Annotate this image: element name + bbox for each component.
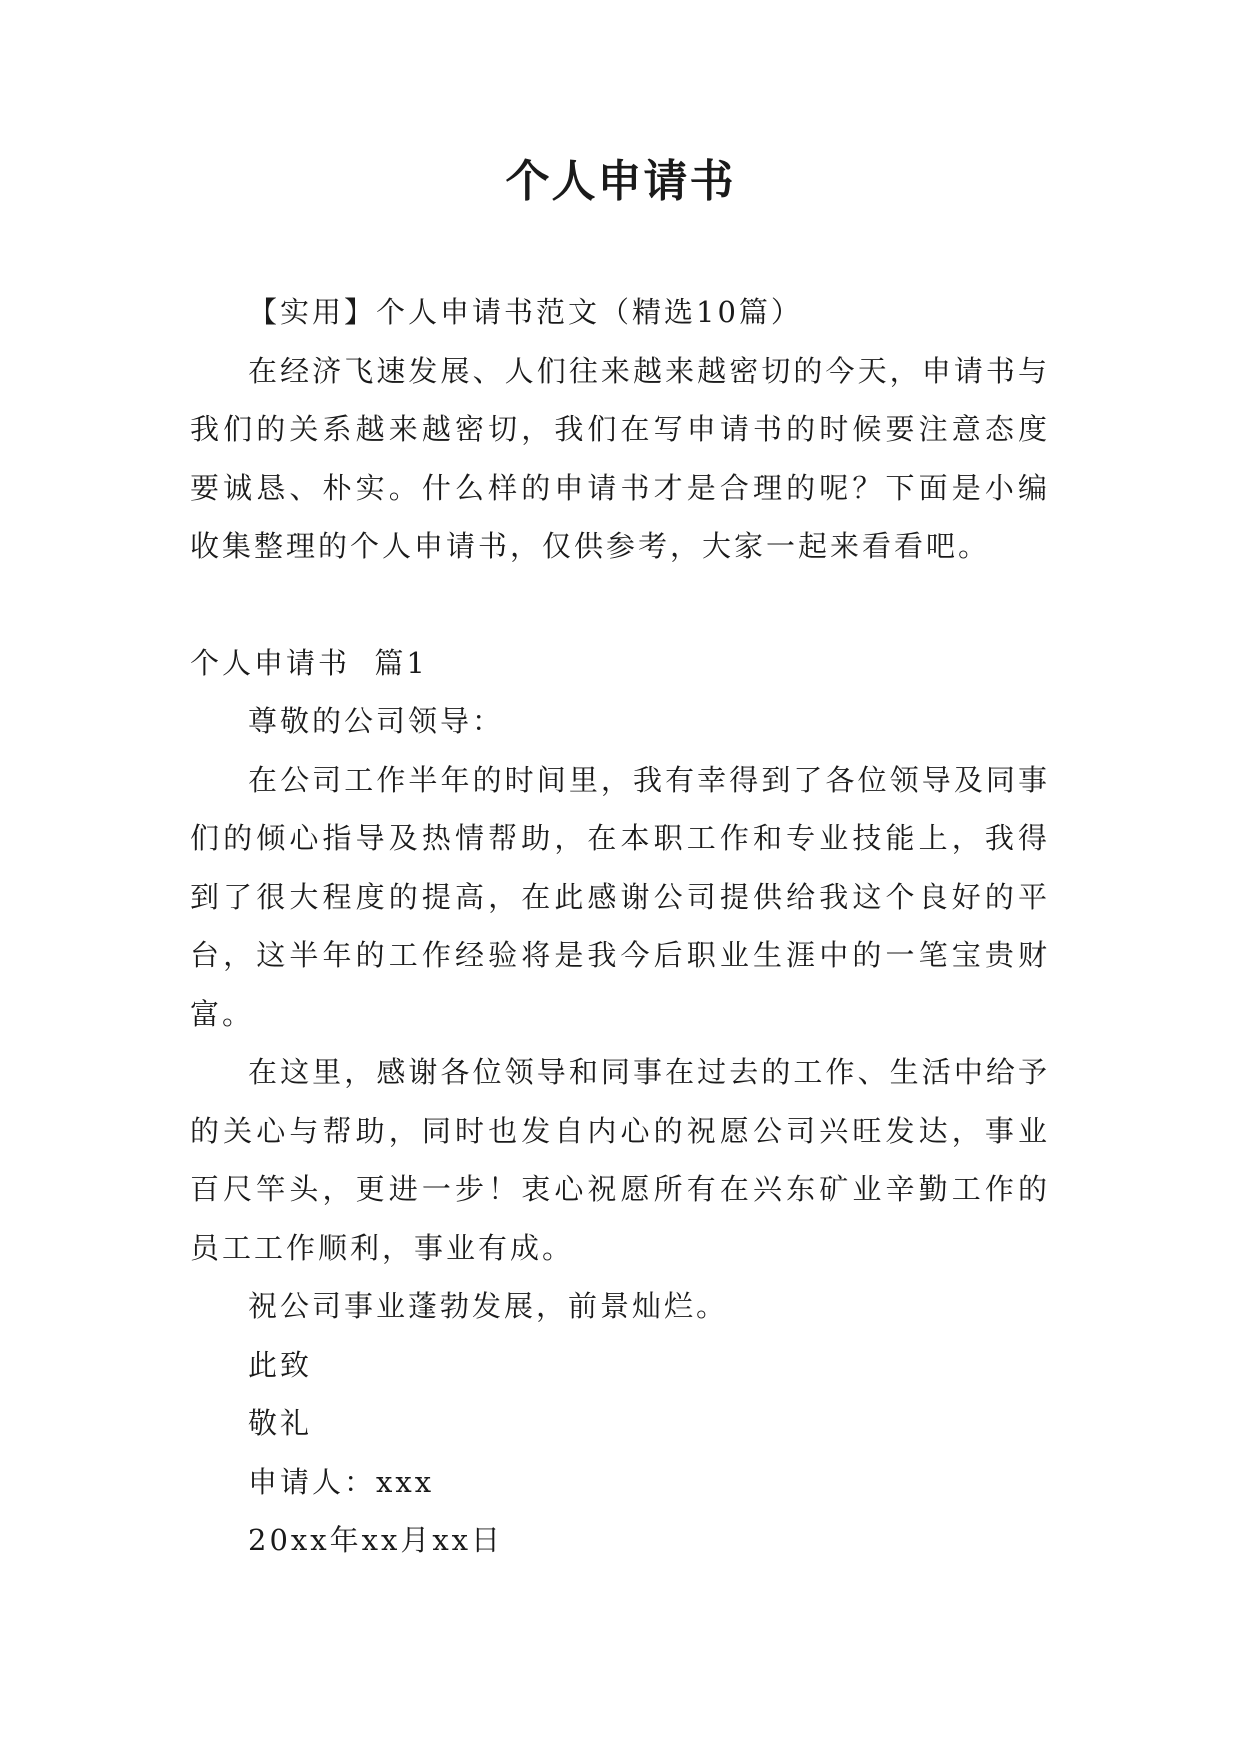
section-heading: 个人申请书 篇1 — [190, 645, 428, 680]
intro-heading: 【实用】个人申请书范文（精选10篇） — [248, 295, 803, 329]
closing-line-1: 此致 — [248, 1347, 313, 1382]
document-title: 个人申请书 — [505, 156, 736, 207]
applicant-signature: 申请人：xxx — [248, 1464, 435, 1499]
wish-line: 祝公司事业蓬勃发展，前景灿烂。 — [248, 1289, 729, 1323]
date-line: 20xx年xx月xx日 — [248, 1523, 504, 1557]
intro-paragraph: 在经济飞速发展、人们往来越来越密切的今天，申请书与我们的关系越来越密切，我们在写申请书的时候要注意态度要诚恳、朴实。什么样的申请书才是合理的呢？下面是小编收集整理的个人申请书，仅供参考，大家一起来看看吧。 — [190, 353, 1050, 563]
document-body — [190, 283, 1050, 1570]
body-paragraph-1: 在公司工作半年的时间里，我有幸得到了各位领导及同事们的倾心指导及热情帮助，在本职工作和专业技能上，我得到了很大程度的提高，在此感谢公司提供给我这个良好的平台，这半年的工作经验将是我今后职业生涯中的一笔宝贵财富。 — [190, 762, 1050, 1031]
closing-line-2: 敬礼 — [248, 1406, 313, 1440]
body-paragraph-2: 在这里，感谢各位领导和同事在过去的工作、生活中给予的关心与帮助，同时也发自内心的祝愿公司兴旺发达，事业百尺竿头，更进一步！衷心祝愿所有在兴东矿业辛勤工作的员工工作顺利，事业有成。 — [190, 1055, 1050, 1265]
salutation: 尊敬的公司领导： — [248, 704, 505, 738]
